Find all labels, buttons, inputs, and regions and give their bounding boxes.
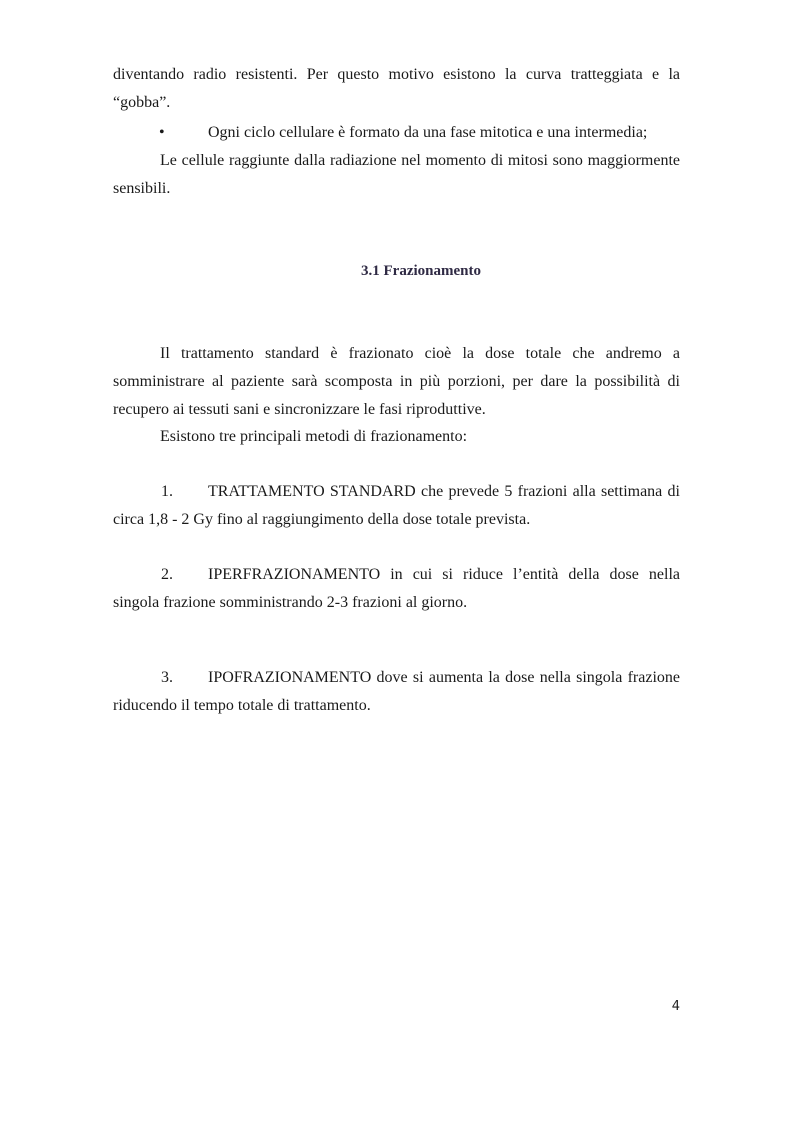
sensitivity-line-1: Le cellule raggiunte dalla radiazione nel momento di mitosi sono maggiormente: [160, 152, 680, 169]
method-number: 3.: [161, 669, 173, 686]
section-heading: 3.1 Frazionamento: [361, 263, 481, 279]
sensitivity-line-2: sensibili.: [113, 180, 171, 197]
method-item-3: [113, 664, 680, 720]
method-number: 2.: [161, 566, 173, 583]
method-first-line: IPERFRAZIONAMENTO in cui si riduce l’entità della dose nella: [208, 566, 680, 583]
method-first-line: TRATTAMENTO STANDARD che prevede 5 frazioni alla settimana di: [208, 483, 680, 500]
page-number: 4: [671, 999, 680, 1014]
methods-intro: Esistono tre principali metodi di frazionamento:: [160, 428, 468, 445]
bullet-marker: •: [159, 124, 165, 141]
intro-paragraph: Il trattamento standard è frazionato cioè la dose totale che andremo a somministrare al paziente sarà scomposta in più porzioni, per dare la possibilità di recupero ai tessuti sani e sincronizzare le fasi riproduttive.: [113, 345, 680, 418]
method-first-line: IPOFRAZIONAMENTO dove si aumenta la dose nella singola frazione: [208, 669, 680, 686]
method-second-line: singola frazione somministrando 2-3 frazioni al giorno.: [113, 594, 468, 611]
bullet-text: Ogni ciclo cellulare è formato da una fase mitotica e una intermedia;: [208, 124, 648, 141]
continuation-line-1: diventando radio resistenti. Per questo motivo esistono la curva tratteggiata e la: [113, 66, 680, 83]
method-item-1: [113, 478, 680, 534]
method-second-line: riducendo il tempo totale di trattamento.: [113, 697, 371, 714]
method-number: 1.: [161, 483, 173, 500]
method-item-2: [113, 561, 680, 617]
bullet-item: [113, 119, 680, 147]
method-second-line: circa 1,8 - 2 Gy fino al raggiungimento della dose totale prevista.: [113, 511, 531, 528]
continuation-line-2: “gobba”.: [113, 94, 171, 111]
